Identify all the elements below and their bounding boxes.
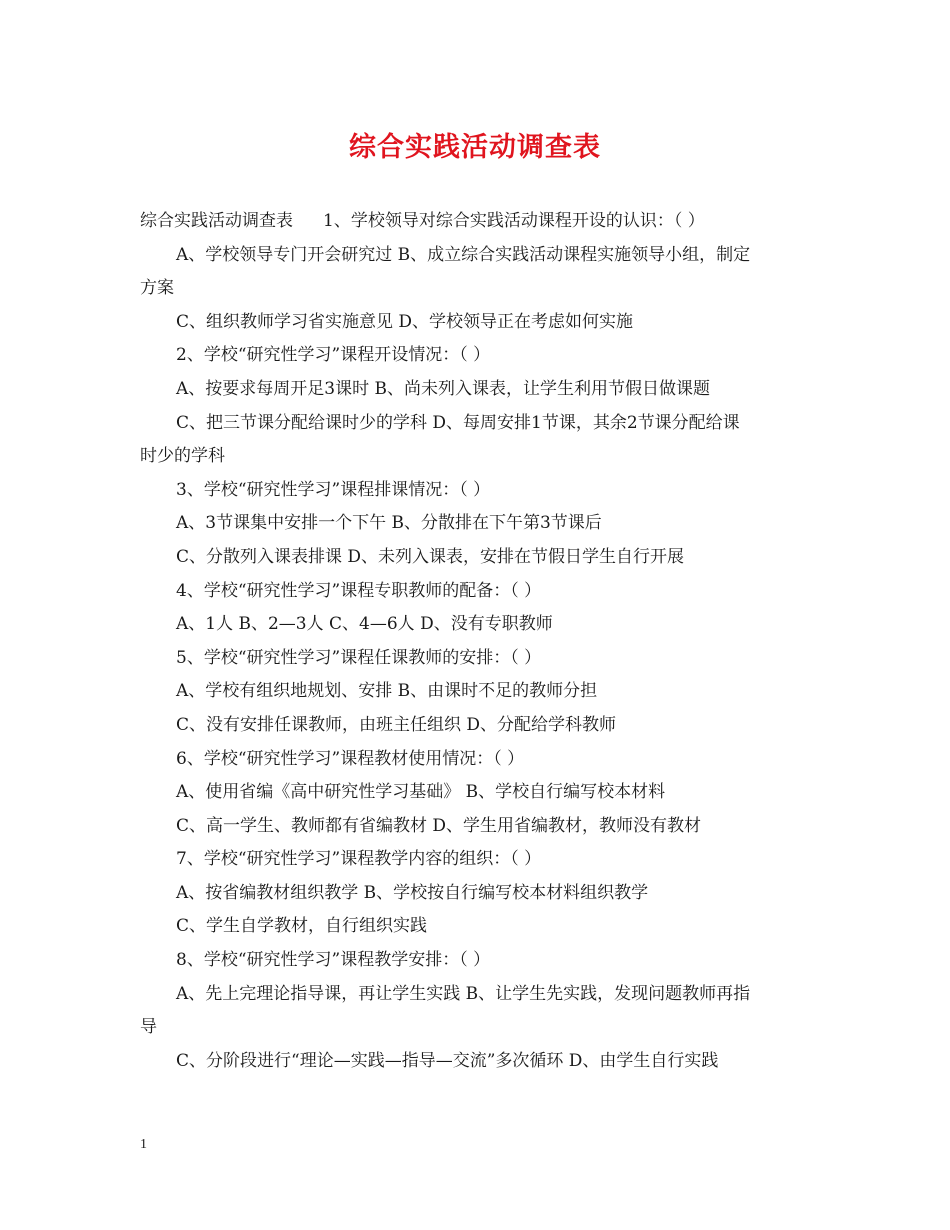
question-1: 1、学校领导对综合实践活动课程开设的认识：（ ） [323, 211, 705, 231]
document-body [140, 205, 812, 1078]
options-line: A、按省编教材组织教学 B、学校按自行编写校本材料组织教学 [176, 882, 649, 903]
options-line: A、使用省编《高中研究性学习基础》 B、学校自行编写校本材料 [176, 782, 666, 803]
continuation-line: 方案 [140, 278, 174, 299]
intro-line [140, 205, 812, 239]
question-5: 5、学校“研究性学习”课程任课教师的安排：（ ） [176, 647, 542, 668]
options-line: C、学生自学教材，自行组织实践 [176, 916, 428, 937]
question-4: 4、学校“研究性学习”课程专职教师的配备：（ ） [176, 580, 542, 601]
question-8: 8、学校“研究性学习”课程教学安排：（ ） [176, 950, 491, 971]
question-2: 2、学校“研究性学习”课程开设情况：（ ） [176, 345, 491, 366]
continuation-line: 时少的学科 [140, 446, 225, 467]
question-3: 3、学校“研究性学习”课程排课情况：（ ） [176, 479, 491, 500]
options-line: A、1人 B、2—3人 C、4—6人 D、没有专职教师 [176, 614, 553, 635]
intro-label: 综合实践活动调查表 [140, 211, 293, 231]
options-line: C、分散列入课表排课 D、未列入课表，安排在节假日学生自行开展 [176, 546, 685, 567]
document-title: 综合实践活动调查表 [349, 132, 601, 163]
question-7: 7、学校“研究性学习”课程教学内容的组织：（ ） [176, 849, 542, 870]
options-line: C、把三节课分配给课时少的学科 D、每周安排1节课，其余2节课分配给课 [176, 412, 740, 433]
options-line: A、学校领导专门开会研究过 B、成立综合实践活动课程实施领导小组，制定 [176, 244, 751, 265]
page-number: 1 [140, 1137, 147, 1152]
options-line: A、按要求每周开足3课时 B、尚未列入课表，让学生利用节假日做课题 [176, 378, 710, 399]
options-line: C、高一学生、教师都有省编教材 D、学生用省编教材，教师没有教材 [176, 815, 702, 836]
options-line: C、组织教师学习省实施意见 D、学校领导正在考虑如何实施 [176, 311, 634, 332]
continuation-line: 导 [140, 1017, 157, 1038]
options-line: A、学校有组织地规划、安排 B、由课时不足的教师分担 [176, 681, 598, 702]
question-6: 6、学校“研究性学习”课程教材使用情况：（ ） [176, 748, 525, 769]
options-line: C、没有安排任课教师，由班主任组织 D、分配给学科教师 [176, 714, 617, 735]
options-line: A、3节课集中安排一个下午 B、分散排在下午第3节课后 [176, 513, 602, 534]
options-line: A、先上完理论指导课，再让学生实践 B、让学生先实践，发现问题教师再指 [176, 983, 751, 1004]
options-line: C、分阶段进行“理论—实践—指导—交流”多次循环 D、由学生自行实践 [176, 1050, 719, 1071]
